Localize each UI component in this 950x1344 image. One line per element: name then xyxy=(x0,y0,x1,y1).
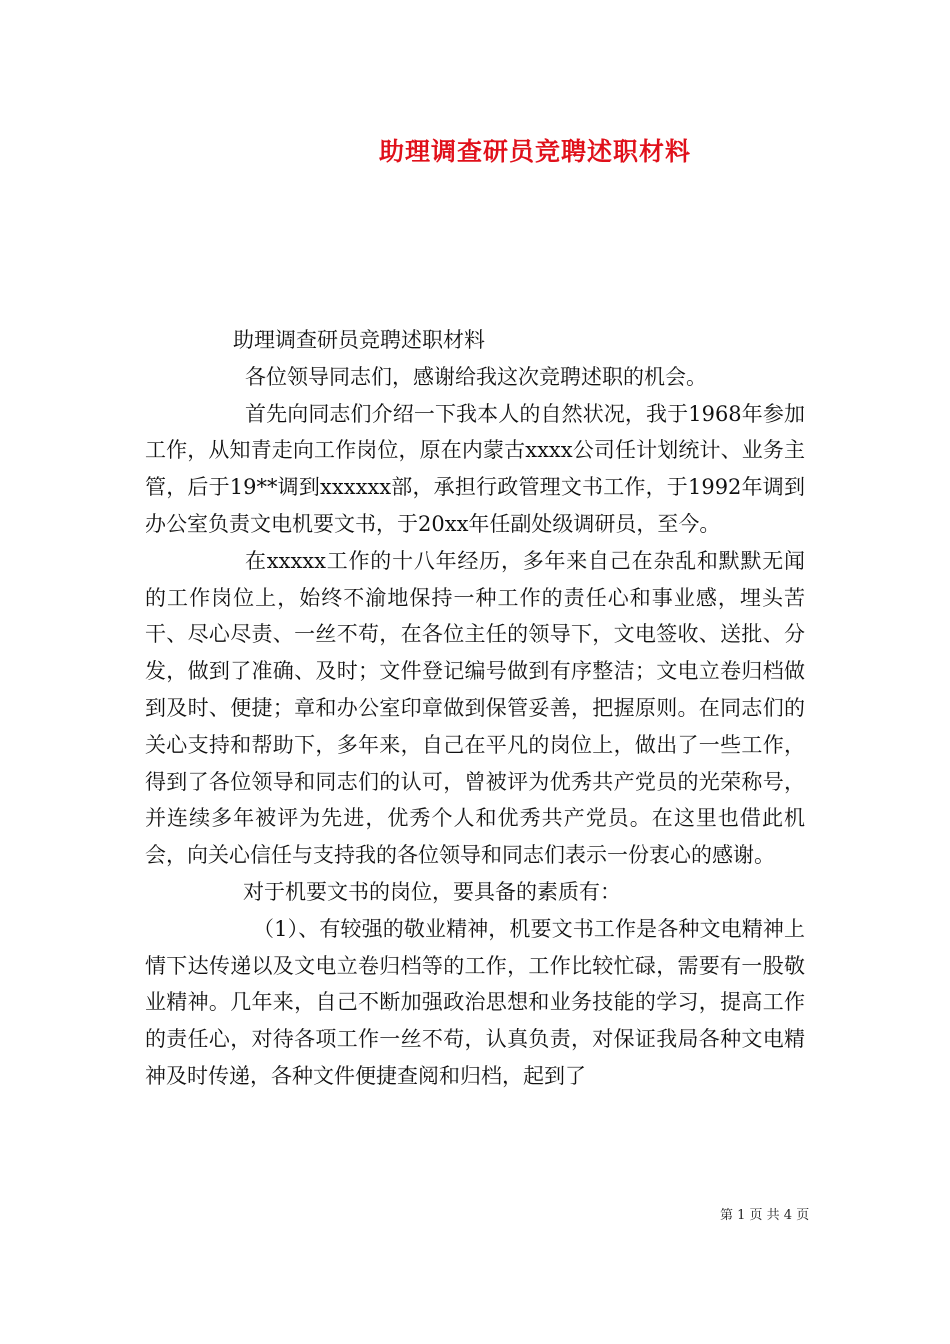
paragraph-dedication: （1）、有较强的敬业精神，机要文书工作是各种文电精神上情下达传递以及文电立卷归档等的工作，工作比较忙碌，需要有一股敬业精神。几年来，自己不断加强政治思想和业务技能的学习，提高工作的责任心，对待各项工作一丝不苟，认真负责，对保证我局各种文电精神及时传递，各种文件便捷查阅和归档，起到了 xyxy=(145,916,805,1088)
document-title: 助理调查研员竞聘述职材料 xyxy=(378,137,691,166)
document-body xyxy=(145,322,805,1095)
document-subtitle: 助理调查研员竞聘述职材料 xyxy=(233,328,485,352)
greeting-paragraph: 各位领导同志们，感谢给我这次竞聘述职的机会。 xyxy=(245,364,707,389)
paragraph-self-introduction: 首先向同志们介绍一下我本人的自然状况，我于1968年参加工作，从知青走向工作岗位，原在内蒙古xxxx公司任计划统计、业务主管，后于19**调到xxxxxx部，承担行政管理文书工作，于1992年调到办公室负责文电机要文书，于20xx年任副处级调研员，至今。 xyxy=(145,401,805,536)
paragraph-qualities-heading: 对于机要文书的岗位，要具备的素质有： xyxy=(243,879,621,904)
page-indicator: 第 1 页 共 4 页 xyxy=(720,1208,810,1223)
paragraph-work-experience: 在xxxxx工作的十八年经历，多年来自己在杂乱和默默无闻的工作岗位上，始终不渝地保持一种工作的责任心和事业感，埋头苦干、尽心尽责、一丝不苟，在各位主任的领导下，文电签收、送批、分发，做到了准确、及时；文件登记编号做到有序整洁；文电立卷归档做到及时、便捷；章和办公室印章做到保管妥善，把握原则。在同志们的关心支持和帮助下，多年来，自己在平凡的岗位上，做出了一些工作，得到了各位领导和同志们的认可，曾被评为优秀共产党员的光荣称号，并连续多年被评为先进，优秀个人和优秀共产党员。在这里也借此机会，向关心信任与支持我的各位领导和同志们表示一份衷心的感谢。 xyxy=(145,548,805,868)
